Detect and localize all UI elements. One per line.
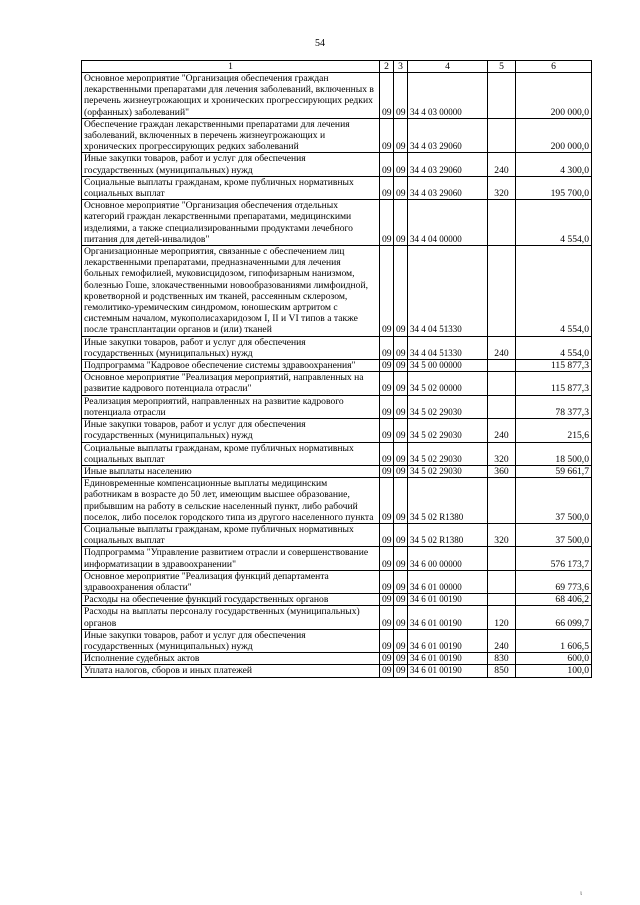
row-subsection-cell: 09	[394, 372, 408, 395]
row-subsection-cell: 09	[394, 570, 408, 593]
row-subsection-cell: 09	[394, 547, 408, 570]
row-section-cell: 09	[380, 606, 394, 629]
row-name-cell: Иные закупки товаров, работ и услуг для обеспечения государственных (муниципальных) нужд	[82, 419, 380, 442]
row-target-code-cell: 34 6 01 00190	[408, 665, 488, 677]
row-expense-type-cell: 240	[488, 419, 516, 442]
row-target-code-cell: 34 6 01 00000	[408, 570, 488, 593]
row-section-cell: 09	[380, 478, 394, 524]
row-section-cell: 09	[380, 594, 394, 606]
row-target-code-cell: 34 6 01 00190	[408, 594, 488, 606]
row-subsection-cell: 09	[394, 246, 408, 337]
table-row	[82, 523, 592, 546]
row-amount-cell: 37 500,0	[516, 523, 592, 546]
row-subsection-cell: 09	[394, 336, 408, 359]
table-row	[82, 419, 592, 442]
row-amount-cell: 200 000,0	[516, 118, 592, 153]
table-row	[82, 153, 592, 176]
row-name-cell: Социальные выплаты гражданам, кроме публичных нормативных социальных выплат	[82, 442, 380, 465]
row-amount-cell: 69 773,6	[516, 570, 592, 593]
table-row	[82, 653, 592, 665]
row-subsection-cell: 09	[394, 200, 408, 246]
row-section-cell: 09	[380, 73, 394, 119]
row-section-cell: 09	[380, 570, 394, 593]
row-name-cell: Социальные выплаты гражданам, кроме публичных нормативных социальных выплат	[82, 523, 380, 546]
row-subsection-cell: 09	[394, 153, 408, 176]
row-amount-cell: 100,0	[516, 665, 592, 677]
row-expense-type-cell: 320	[488, 176, 516, 199]
row-expense-type-cell	[488, 200, 516, 246]
row-target-code-cell: 34 4 03 29060	[408, 118, 488, 153]
table-row	[82, 442, 592, 465]
row-subsection-cell: 09	[394, 176, 408, 199]
row-target-code-cell: 34 5 00 00000	[408, 360, 488, 372]
row-name-cell: Расходы на выплаты персоналу государственных (муниципальных) органов	[82, 606, 380, 629]
edge-mark: ι	[580, 889, 582, 897]
row-subsection-cell: 09	[394, 606, 408, 629]
header-col-2: 2	[380, 61, 394, 73]
table-row	[82, 336, 592, 359]
table-row	[82, 395, 592, 418]
row-name-cell: Единовременные компенсационные выплаты медицинским работникам в возрасте до 50 лет, имеющим высшее образование, прибывшим на работу в сельские населенный пункт, либо рабочий поселок, либо поселок городского типа из другого населенного пункта	[82, 478, 380, 524]
row-amount-cell: 4 554,0	[516, 246, 592, 337]
row-subsection-cell: 09	[394, 653, 408, 665]
row-amount-cell: 4 554,0	[516, 200, 592, 246]
row-section-cell: 09	[380, 523, 394, 546]
row-expense-type-cell: 830	[488, 653, 516, 665]
row-target-code-cell: 34 5 02 29030	[408, 442, 488, 465]
row-expense-type-cell	[488, 570, 516, 593]
row-section-cell: 09	[380, 665, 394, 677]
row-subsection-cell: 09	[394, 478, 408, 524]
row-name-cell: Исполнение судебных актов	[82, 653, 380, 665]
row-section-cell: 09	[380, 200, 394, 246]
row-target-code-cell: 34 4 04 51330	[408, 246, 488, 337]
row-amount-cell: 600,0	[516, 653, 592, 665]
row-target-code-cell: 34 6 00 00000	[408, 547, 488, 570]
row-name-cell: Иные закупки товаров, работ и услуг для обеспечения государственных (муниципальных) нужд	[82, 336, 380, 359]
table-row	[82, 547, 592, 570]
table-row	[82, 570, 592, 593]
row-subsection-cell: 09	[394, 629, 408, 652]
row-section-cell: 09	[380, 442, 394, 465]
page-number: 54	[315, 38, 325, 49]
row-name-cell: Основное мероприятие "Реализация мероприятий, направленных на развитие кадрового потенциала отрасли"	[82, 372, 380, 395]
row-amount-cell: 1 606,5	[516, 629, 592, 652]
table-row	[82, 372, 592, 395]
table-row	[82, 594, 592, 606]
row-amount-cell: 115 877,3	[516, 360, 592, 372]
row-subsection-cell: 09	[394, 523, 408, 546]
row-expense-type-cell: 240	[488, 336, 516, 359]
row-name-cell: Организационные мероприятия, связанные с обеспечением лиц лекарственными препаратами, предназначенными для лечения больных гемофилией, муковисцидозом, гипофизарным нанизмом, болезнью Гоше, злокачественными новообразованиями лимфоидной, кроветворной и родственных им тканей, рассеянным склерозом, гемолитико-уремическим синдромом, юношеским артритом с системным началом, мукополисахаридозом I, II и VI типов а также после трансплантации органов и (или) тканей	[82, 246, 380, 337]
row-section-cell: 09	[380, 629, 394, 652]
header-col-6: 6	[516, 61, 592, 73]
row-amount-cell: 215,6	[516, 419, 592, 442]
row-amount-cell: 68 406,2	[516, 594, 592, 606]
table-row	[82, 465, 592, 477]
row-amount-cell: 115 877,3	[516, 372, 592, 395]
row-amount-cell: 78 377,3	[516, 395, 592, 418]
header-col-3: 3	[394, 61, 408, 73]
row-name-cell: Основное мероприятие "Организация обеспечения граждан лекарственными препаратами для лечения заболеваний, включенных в перечень жизнеугрожающих и хронических прогрессирующих редких (орфанных) заболеваний"	[82, 73, 380, 119]
table-row	[82, 176, 592, 199]
row-amount-cell: 59 661,7	[516, 465, 592, 477]
row-amount-cell: 66 099,7	[516, 606, 592, 629]
row-section-cell: 09	[380, 153, 394, 176]
row-target-code-cell: 34 4 03 00000	[408, 73, 488, 119]
table-row	[82, 478, 592, 524]
header-col-1: 1	[82, 61, 380, 73]
row-expense-type-cell	[488, 395, 516, 418]
row-section-cell: 09	[380, 336, 394, 359]
row-amount-cell: 200 000,0	[516, 73, 592, 119]
header-col-5: 5	[488, 61, 516, 73]
row-expense-type-cell	[488, 73, 516, 119]
row-target-code-cell: 34 5 02 29030	[408, 465, 488, 477]
table-row	[82, 360, 592, 372]
row-expense-type-cell	[488, 372, 516, 395]
row-expense-type-cell	[488, 246, 516, 337]
row-target-code-cell: 34 4 04 00000	[408, 200, 488, 246]
row-name-cell: Подпрограмма "Кадровое обеспечение системы здравоохранения"	[82, 360, 380, 372]
row-subsection-cell: 09	[394, 465, 408, 477]
row-name-cell: Уплата налогов, сборов и иных платежей	[82, 665, 380, 677]
row-target-code-cell: 34 5 02 R1380	[408, 523, 488, 546]
row-subsection-cell: 09	[394, 419, 408, 442]
row-target-code-cell: 34 5 02 29030	[408, 395, 488, 418]
row-section-cell: 09	[380, 465, 394, 477]
row-target-code-cell: 34 6 01 00190	[408, 629, 488, 652]
row-target-code-cell: 34 6 01 00190	[408, 653, 488, 665]
row-expense-type-cell: 240	[488, 153, 516, 176]
row-expense-type-cell: 850	[488, 665, 516, 677]
row-section-cell: 09	[380, 246, 394, 337]
row-subsection-cell: 09	[394, 360, 408, 372]
row-target-code-cell: 34 4 03 29060	[408, 176, 488, 199]
row-target-code-cell: 34 6 01 00190	[408, 606, 488, 629]
row-expense-type-cell	[488, 118, 516, 153]
table-row	[82, 665, 592, 677]
row-section-cell: 09	[380, 176, 394, 199]
row-expense-type-cell	[488, 547, 516, 570]
row-section-cell: 09	[380, 372, 394, 395]
row-subsection-cell: 09	[394, 665, 408, 677]
table-row	[82, 246, 592, 337]
row-subsection-cell: 09	[394, 73, 408, 119]
budget-table	[81, 60, 592, 678]
table-row	[82, 200, 592, 246]
row-name-cell: Подпрограмма "Управление развитием отрасли и совершенствование информатизации в здравоохранении"	[82, 547, 380, 570]
row-section-cell: 09	[380, 360, 394, 372]
row-amount-cell: 195 700,0	[516, 176, 592, 199]
row-name-cell: Иные закупки товаров, работ и услуг для обеспечения государственных (муниципальных) нужд	[82, 153, 380, 176]
table-row	[82, 73, 592, 119]
row-subsection-cell: 09	[394, 395, 408, 418]
table-row	[82, 629, 592, 652]
row-section-cell: 09	[380, 653, 394, 665]
row-name-cell: Основное мероприятие "Организация обеспечения отдельных категорий граждан лекарственными препаратами, медицинскими изделиями, а также специализированными продуктами лечебного питания для детей-инвалидов"	[82, 200, 380, 246]
header-col-4: 4	[408, 61, 488, 73]
row-expense-type-cell	[488, 594, 516, 606]
table-row	[82, 118, 592, 153]
row-target-code-cell: 34 4 03 29060	[408, 153, 488, 176]
row-amount-cell: 4 300,0	[516, 153, 592, 176]
row-subsection-cell: 09	[394, 442, 408, 465]
row-expense-type-cell	[488, 360, 516, 372]
row-amount-cell: 37 500,0	[516, 478, 592, 524]
row-name-cell: Иные выплаты населению	[82, 465, 380, 477]
row-expense-type-cell: 320	[488, 442, 516, 465]
row-name-cell: Обеспечение граждан лекарственными препаратами для лечения заболеваний, включенных в перечень жизнеугрожающих и хронических прогрессирующих редких заболеваний	[82, 118, 380, 153]
row-expense-type-cell: 120	[488, 606, 516, 629]
row-section-cell: 09	[380, 118, 394, 153]
row-name-cell: Иные закупки товаров, работ и услуг для обеспечения государственных (муниципальных) нужд	[82, 629, 380, 652]
row-amount-cell: 18 500,0	[516, 442, 592, 465]
row-expense-type-cell: 240	[488, 629, 516, 652]
row-name-cell: Основное мероприятие "Реализация функций департамента здравоохранения области"	[82, 570, 380, 593]
row-amount-cell: 4 554,0	[516, 336, 592, 359]
row-name-cell: Реализация мероприятий, направленных на развитие кадрового потенциала отрасли	[82, 395, 380, 418]
row-section-cell: 09	[380, 419, 394, 442]
row-target-code-cell: 34 5 02 29030	[408, 419, 488, 442]
row-target-code-cell: 34 5 02 R1380	[408, 478, 488, 524]
row-subsection-cell: 09	[394, 594, 408, 606]
row-section-cell: 09	[380, 395, 394, 418]
row-subsection-cell: 09	[394, 118, 408, 153]
row-target-code-cell: 34 5 02 00000	[408, 372, 488, 395]
table-row	[82, 606, 592, 629]
header-row	[82, 61, 592, 73]
row-expense-type-cell: 320	[488, 523, 516, 546]
row-expense-type-cell	[488, 478, 516, 524]
row-name-cell: Социальные выплаты гражданам, кроме публичных нормативных социальных выплат	[82, 176, 380, 199]
row-amount-cell: 576 173,7	[516, 547, 592, 570]
row-expense-type-cell: 360	[488, 465, 516, 477]
row-section-cell: 09	[380, 547, 394, 570]
row-name-cell: Расходы на обеспечение функций государственных органов	[82, 594, 380, 606]
row-target-code-cell: 34 4 04 51330	[408, 336, 488, 359]
